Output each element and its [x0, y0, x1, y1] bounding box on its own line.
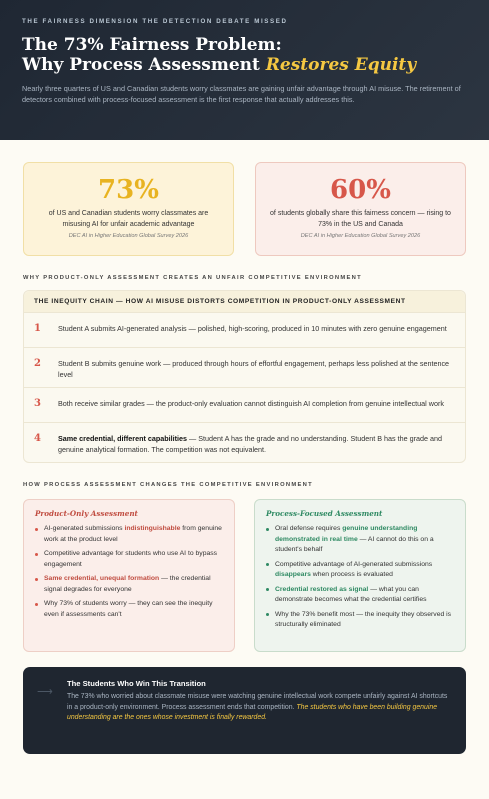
list-item: Why the 73% benefit most — the inequity they observed is structurally eliminated: [266, 610, 454, 631]
process-focused-card: [254, 499, 466, 652]
step-text: [58, 395, 444, 409]
chain-step: [24, 348, 465, 388]
card-heading: Process-Focused Assessment: [266, 509, 383, 518]
stat-value: 73%: [98, 175, 159, 205]
stat-value: 60%: [330, 175, 391, 205]
stat-description: of students globally share this fairness concern — rising to 73% in the US and Canada: [270, 210, 451, 228]
section-label-inequity: WHY PRODUCT-ONLY ASSESSMENT CREATES AN UNFAIR COMPETITIVE ENVIRONMENT: [23, 275, 362, 281]
chain-step: [24, 388, 465, 423]
main-content: [0, 140, 489, 754]
banner-heading: The Students Who Win This Transition: [67, 679, 206, 688]
stat-card-60: [255, 162, 466, 256]
step-text: [58, 355, 455, 380]
banner-emphasis: The students who have been building genuine understanding are the ones whose investment is finally rewarded.: [67, 703, 438, 721]
page-title: [22, 35, 467, 75]
arrow-icon: ⟶: [37, 686, 53, 698]
lede: Nearly three quarters of US and Canadian students worry classmates are gaining unfair advantage through AI misuse. The retirement of detectors combined with process-focused assessment is the first response that actually addresses this.: [22, 84, 461, 104]
product-only-list: [35, 524, 223, 620]
step-text: [58, 430, 455, 455]
hero-header: [0, 0, 489, 140]
stat-source: DEC AI in Higher Education Global Survey 2026: [68, 233, 189, 239]
product-only-card: [23, 499, 235, 652]
step-body: Student B submits genuine work — produced through hours of effortful engagement, perhaps less polished at the sentence level: [58, 359, 450, 379]
comparison: [23, 499, 466, 652]
process-focused-list: [266, 524, 454, 631]
step-bold: Same credential, different capabilities: [58, 434, 188, 443]
stat-description: of US and Canadian students worry classmates are misusing AI for unfair academic advantage: [48, 210, 209, 228]
card-heading: Product-Only Assessment: [35, 509, 138, 518]
step-body: Both receive similar grades — the product-only evaluation cannot distinguish AI completion from genuine intellectual work: [58, 399, 444, 408]
step-text: [58, 320, 447, 334]
inequity-chain: [23, 290, 466, 463]
step-number: 1: [34, 323, 41, 334]
list-item: Competitive advantage for students who use AI to bypass engagement: [35, 549, 223, 570]
list-item: Competitive advantage of AI-generated submissions disappears when process is evaluated: [266, 560, 454, 581]
title-line-1: The 73% Fairness Problem:: [22, 35, 282, 55]
title-accent: Restores Equity: [265, 55, 417, 75]
summary-banner: [23, 667, 466, 754]
eyebrow: THE FAIRNESS DIMENSION THE DETECTION DEBATE MISSED: [22, 18, 288, 25]
step-body: Student A submits AI-generated analysis — polished, high-scoring, produced in 10 minutes with zero genuine engagement: [58, 324, 447, 333]
stat-card-73: [23, 162, 234, 256]
step-number: 4: [34, 433, 41, 444]
step-body: — Student A has the grade and no understanding. Student B has the grade and genuine analytical formation. The competition was not equivalent.: [58, 434, 442, 454]
step-number: 2: [34, 358, 41, 369]
chain-heading: THE INEQUITY CHAIN — HOW AI MISUSE DISTORTS COMPETITION IN PRODUCT-ONLY ASSESSMENT: [24, 291, 465, 313]
chain-step: [24, 423, 465, 462]
section-label-process: HOW PROCESS ASSESSMENT CHANGES THE COMPETITIVE ENVIRONMENT: [23, 482, 314, 488]
banner-text: The 73% who worried about classmate misuse were watching genuine intellectual work compete unfairly against AI shortcuts in a product-only environment. Process assessment ends that competition. The students who have been building genuine understanding are the ones whose investment is finally rewarded.: [67, 693, 448, 721]
list-item: Why 73% of students worry — they can see the inequity even if assessments can't: [35, 599, 223, 620]
step-number: 3: [34, 398, 41, 409]
list-item: AI-generated submissions indistinguishable from genuine work at the product level: [35, 524, 223, 545]
stats-row: [23, 162, 466, 256]
stat-source: DEC AI in Higher Education Global Survey 2026: [300, 233, 421, 239]
list-item: Credential restored as signal — what you can demonstrate becomes what the credential certifies: [266, 585, 454, 606]
banner-body: [67, 679, 452, 742]
list-item: Same credential, unequal formation — the credential signal degrades for everyone: [35, 574, 223, 595]
chain-step: [24, 313, 465, 348]
title-line-2: Why Process Assessment: [22, 55, 266, 75]
list-item: Oral defense requires genuine understanding demonstrated in real time — AI cannot do this on a student's behalf: [266, 524, 454, 556]
